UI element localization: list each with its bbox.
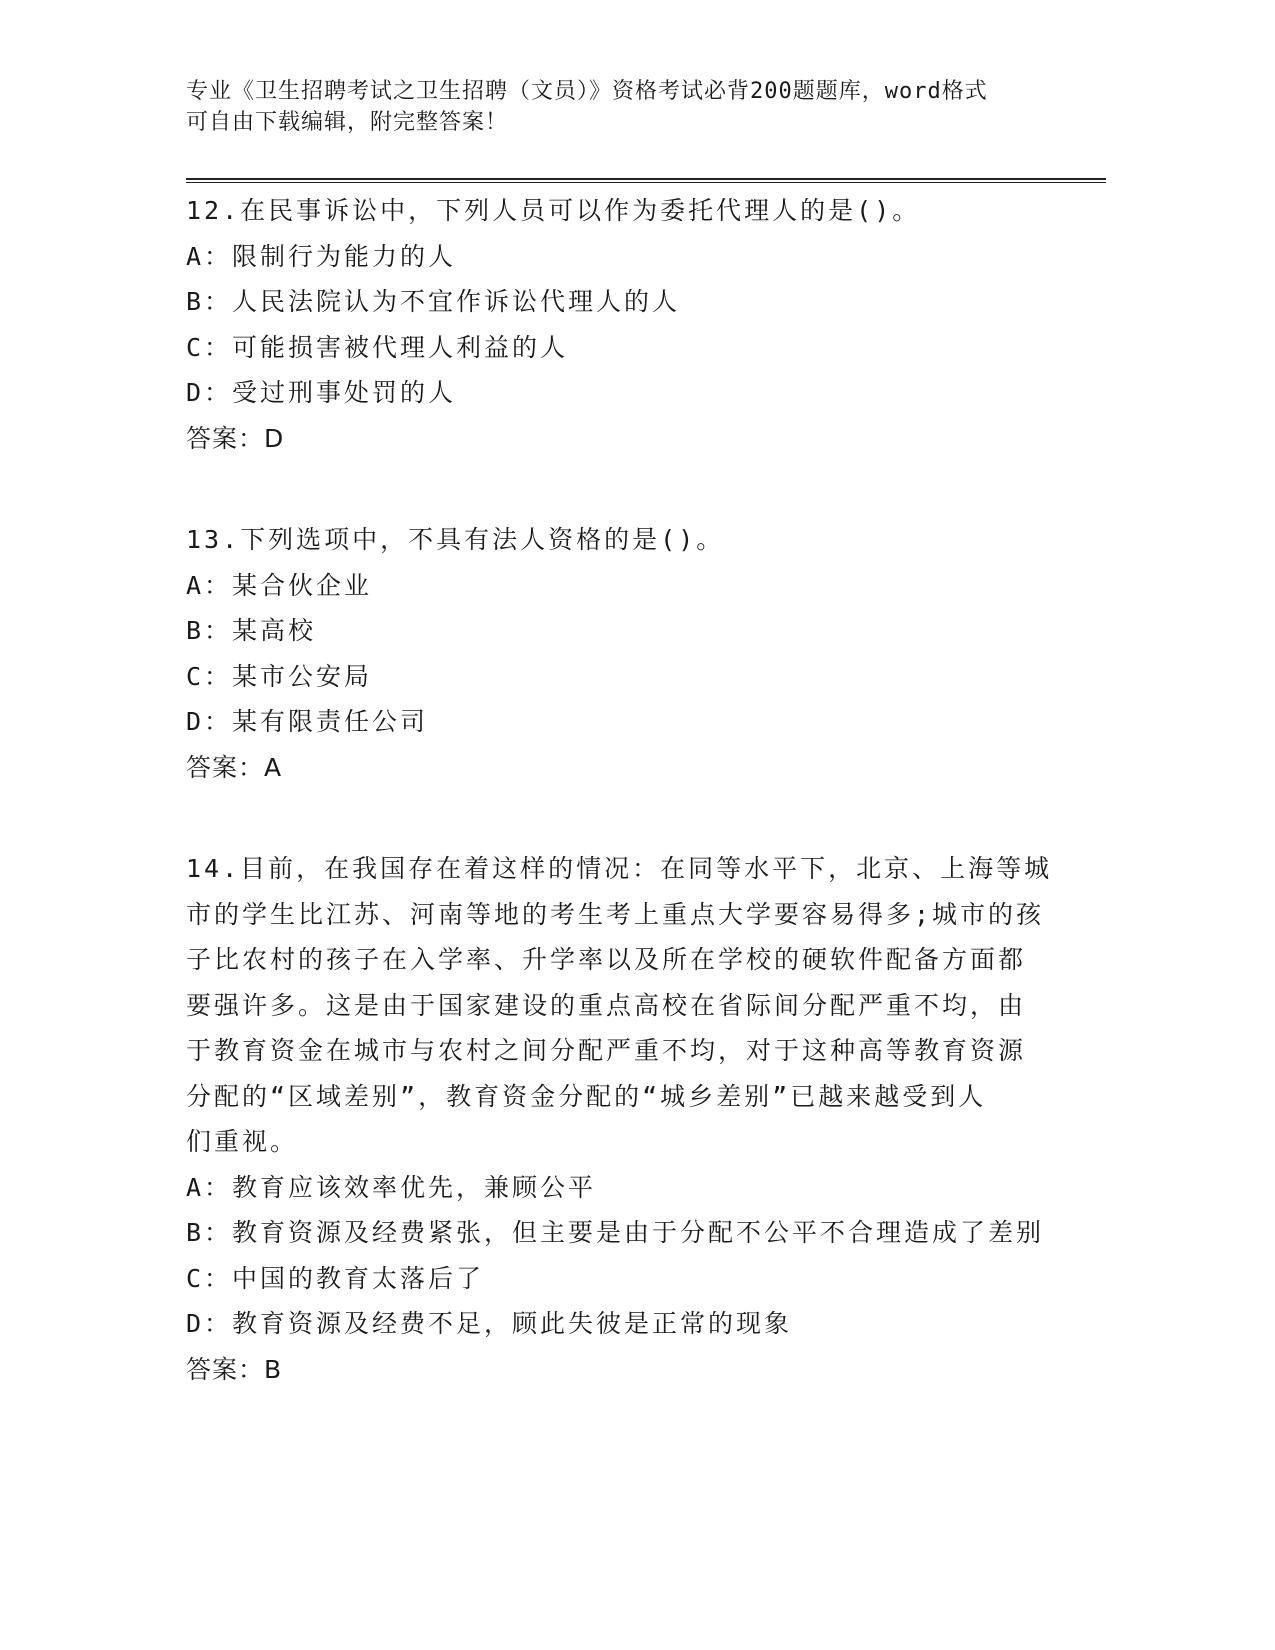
option-c: C：可能损害被代理人利益的人 <box>186 332 569 362</box>
answer: 答案：D <box>186 423 285 453</box>
option-d: D：教育资源及经费不足，顾此失彼是正常的现象 <box>186 1309 793 1338</box>
question-stem: 13.下列选项中，不具有法人资格的是()。 <box>186 525 725 554</box>
question-14 <box>186 846 1066 1392</box>
answer: 答案：B <box>186 1354 283 1384</box>
option-d: D：某有限责任公司 <box>186 707 429 736</box>
question-stem-line: 14.目前，在我国存在着这样的情况：在同等水平下，北京、上海等城 <box>186 854 1053 883</box>
option-a: A：某合伙企业 <box>186 570 373 600</box>
answer: 答案：A <box>186 752 283 782</box>
document-header <box>186 76 1066 138</box>
question-stem-line: 于教育资金在城市与农村之间分配严重不均，对于这种高等教育资源 <box>186 1036 1027 1065</box>
option-d: D：受过刑事处罚的人 <box>186 378 457 407</box>
question-stem-line: 们重视。 <box>186 1127 299 1156</box>
option-a: A：教育应该效率优先，兼顾公平 <box>186 1172 597 1202</box>
option-b: B：人民法院认为不宜作诉讼代理人的人 <box>186 287 681 316</box>
header-divider-thin <box>186 182 1106 183</box>
option-c: C：中国的教育太落后了 <box>186 1263 485 1293</box>
question-stem-line: 要强许多。这是由于国家建设的重点高校在省际间分配严重不均，由 <box>186 990 1027 1020</box>
option-c: C：某市公安局 <box>186 661 373 691</box>
question-13 <box>186 517 1066 790</box>
question-stem-line: 分配的“区域差别”，教育资金分配的“城乡差别”已越来越受到人 <box>186 1081 987 1111</box>
question-stem-line: 子比农村的孩子在入学率、升学率以及所在学校的硬软件配备方面都 <box>186 945 1027 974</box>
option-b: B：教育资源及经费紧张，但主要是由于分配不公平不合理造成了差别 <box>186 1218 1045 1247</box>
question-stem-line: 市的学生比江苏、河南等地的考生考上重点大学要容易得多;城市的孩 <box>186 899 1045 929</box>
header-line-2: 可自由下载编辑，附完整答案！ <box>186 110 509 135</box>
question-12 <box>186 188 1066 461</box>
question-list <box>186 188 1066 1448</box>
header-line-1: 专业《卫生招聘考试之卫生招聘（文员）》资格考试必背200题题库，word格式 <box>186 79 988 104</box>
header-divider-thick <box>186 178 1106 180</box>
question-stem: 12.在民事诉讼中，下列人员可以作为委托代理人的是()。 <box>186 196 921 225</box>
question-stem <box>186 846 1066 1165</box>
option-a: A：限制行为能力的人 <box>186 241 457 271</box>
option-b: B：某高校 <box>186 616 317 645</box>
